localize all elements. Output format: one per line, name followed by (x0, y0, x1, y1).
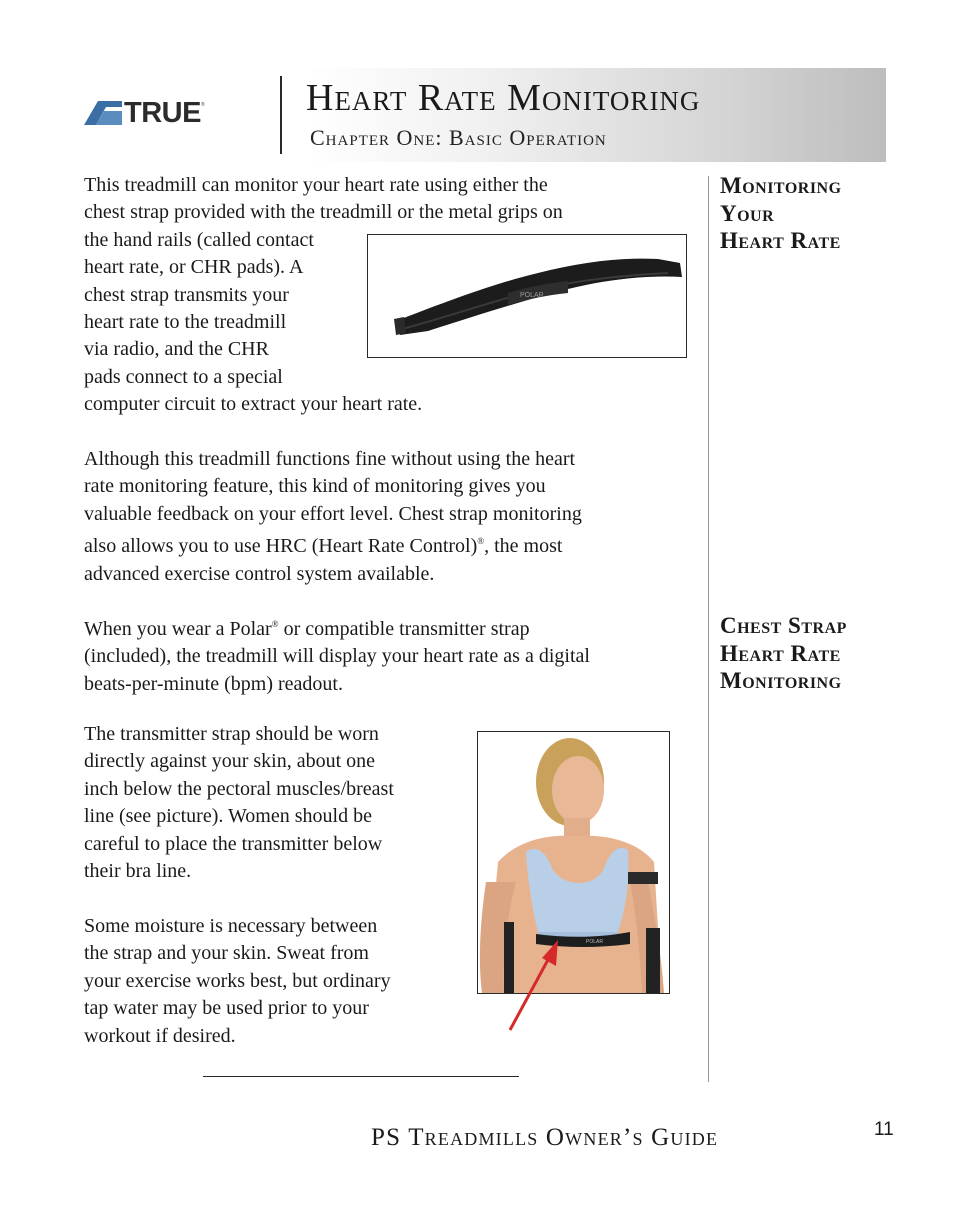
paragraph-polar-strap (84, 611, 590, 698)
heading-line: Monitoring (720, 668, 842, 693)
paragraph-line: the hand rails (called contact (84, 228, 314, 251)
paragraph-line: advanced exercise control system available. (84, 562, 435, 585)
header-divider (280, 76, 282, 154)
paragraph-line: valuable feedback on your effort level. Chest strap monitoring (84, 502, 582, 525)
paragraph-line: workout if desired. (84, 1024, 236, 1047)
strap-brand-label: POLAR (520, 292, 544, 299)
paragraph-line (84, 528, 582, 560)
footer-guide-title: PS Treadmills Owner’s Guide (371, 1124, 719, 1151)
paragraph-line: your exercise works best, but ordinary (84, 969, 391, 992)
line-text: When you wear a Polar (84, 618, 272, 640)
paragraph-line: chest strap provided with the treadmill or the metal grips on (84, 201, 563, 224)
page-number: 11 (874, 1119, 894, 1140)
red-arrow-icon (500, 930, 570, 1034)
paragraph-line: Some moisture is necessary between (84, 915, 378, 937)
chapter-subtitle: Chapter One: Basic Operation (310, 125, 607, 150)
line-text: or compatible transmitter strap (278, 618, 530, 640)
paragraph-line: heart rate to the treadmill (84, 311, 287, 334)
paragraph-line: via radio, and the CHR (84, 338, 269, 361)
line-text: also allows you to use HRC (Heart Rate Control) (84, 535, 478, 558)
sidebar-heading-monitoring (720, 172, 900, 255)
paragraph-monitoring-benefits (84, 446, 582, 588)
paragraph-line: the strap and your skin. Sweat from (84, 942, 369, 965)
paragraph-line: (included), the treadmill will display your heart rate as a digital (84, 645, 590, 668)
chest-strap-image (367, 234, 687, 358)
registered-mark: ® (477, 536, 485, 547)
heading-line: Heart Rate (720, 228, 841, 253)
paragraph-line: inch below the pectoral muscles/breast (84, 777, 394, 800)
paragraph-line: beats-per-minute (bpm) readout. (84, 672, 343, 695)
paragraph-line: Although this treadmill functions fine without using the heart (84, 448, 576, 470)
true-logo (84, 97, 254, 129)
heading-line: Monitoring (720, 173, 842, 198)
model-strap-brand-label: POLAR (586, 939, 603, 945)
true-logo-mark-icon (84, 101, 122, 125)
logo-registered-mark: ® (200, 102, 205, 108)
paragraph-line: tap water may be used prior to your (84, 997, 369, 1020)
paragraph-strap-placement (84, 721, 394, 885)
paragraph-line: pads connect to a special (84, 365, 283, 388)
paragraph-line: computer circuit to extract your heart rate. (84, 393, 423, 416)
heading-line: Chest Strap (720, 613, 847, 638)
footer-rule (203, 1076, 519, 1077)
line-text: , the most (484, 535, 563, 558)
logo-text: TRUE (124, 97, 201, 129)
chest-strap-illustration (368, 235, 686, 357)
paragraph-line: careful to place the transmitter below (84, 832, 383, 855)
sidebar-divider (708, 176, 709, 1082)
paragraph-line: rate monitoring feature, this kind of monitoring gives you (84, 475, 546, 498)
paragraph-line: chest strap transmits your (84, 283, 289, 306)
paragraph-line: heart rate, or CHR pads). A (84, 256, 304, 279)
paragraph-line: The transmitter strap should be worn (84, 723, 379, 745)
page-title: Heart Rate Monitoring (306, 77, 701, 119)
paragraph-line: line (see picture). Women should be (84, 805, 372, 828)
heading-line: Your (720, 200, 775, 226)
sidebar-heading-chest-strap (720, 612, 900, 695)
heading-line: Heart Rate (720, 640, 841, 666)
registered-mark: ® (271, 619, 279, 629)
paragraph-moisture (84, 913, 391, 1050)
paragraph-line: directly against your skin, about one (84, 750, 376, 773)
paragraph-line (84, 611, 590, 643)
paragraph-line: This treadmill can monitor your heart rate using either the (84, 174, 548, 196)
paragraph-line: their bra line. (84, 860, 192, 883)
